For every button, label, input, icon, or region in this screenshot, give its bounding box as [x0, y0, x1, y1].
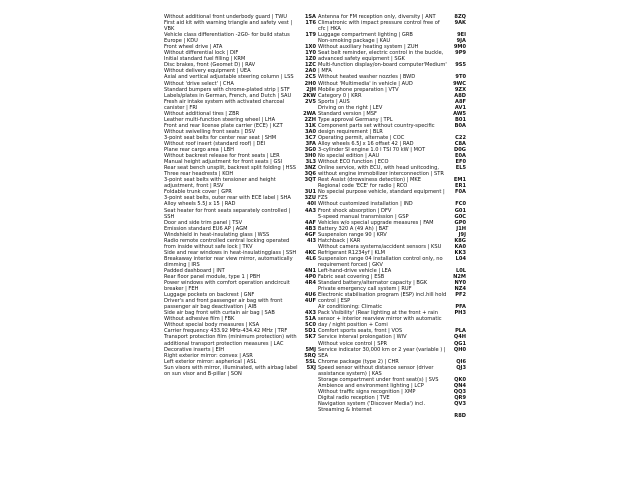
option-code: 3L3 — [305, 159, 316, 166]
option-description: Regional code 'ECE' for radio | RCO — [318, 183, 408, 190]
option-entry — [318, 310, 466, 328]
option-code: KK3 — [454, 249, 466, 256]
option-description: Without differential lock | DIF — [164, 50, 239, 57]
option-description: Without delivery equipment | UEA — [164, 68, 251, 75]
option-code: 2WA — [303, 110, 316, 117]
option-description: Hatchback | KAR — [318, 237, 361, 244]
option-code: 2KW — [302, 92, 316, 99]
option-description: Without additional front underbody guard | TWU — [164, 14, 287, 20]
option-description: Without traffic signs recognition | XMP — [318, 388, 416, 395]
option-description: Without swivelling front seats | DSV — [164, 128, 256, 135]
option-entry — [318, 189, 466, 201]
option-description: Standard bumpers with chrome-plated strip | STF — [164, 86, 290, 93]
option-description: Component parts set without country-specific design requirement | BLR — [318, 122, 435, 135]
option-code: QV3 — [454, 401, 466, 407]
option-code: 4P0 — [305, 274, 316, 281]
option-code: 3ZU — [304, 195, 316, 202]
option-code: QQ3 — [453, 388, 466, 395]
option-code: 9T0 — [455, 74, 466, 81]
option-description: Without heated washer nozzles | BWD — [318, 74, 416, 81]
option-code: 2JH — [306, 86, 316, 93]
option-description: Battery 320 A (49 Ah) | BAT — [318, 225, 389, 232]
option-code: QN4 — [453, 382, 466, 389]
option-description: Storage compartment under front seat(s) | SVS — [318, 376, 439, 383]
option-code: ER1 — [455, 183, 466, 190]
option-description: Pack Visibility' (Rear lighting at the front + rain sensor + interior rearview mirror with automatic day / night position + Comi — [318, 310, 442, 329]
option-code: J1H — [456, 225, 466, 232]
option-code: 2V5 — [304, 98, 316, 105]
option-entry — [164, 32, 316, 44]
option-description: Online service, with ECU, with head unitcoding, without engine immobilizer interconnection | STR — [318, 165, 444, 178]
option-description: Radio remote controlled central locking operated from inside without safe lock | TKV — [164, 237, 290, 250]
option-description: 3-point seat belts for center rear seat | SHM — [164, 134, 277, 141]
option-description: Digital radio reception | TVE — [318, 394, 390, 401]
option-code: G0C — [454, 213, 466, 220]
option-code: 5XJ — [306, 364, 316, 371]
option-description: Electronic stabilisation program (ESP) incl.hill hold control | ESP — [318, 292, 447, 305]
option-description: Door and side trim panel | TSV — [164, 219, 243, 226]
option-code: QG1 — [453, 340, 466, 347]
option-entry — [164, 365, 316, 377]
option-code: 4X3 — [304, 310, 316, 317]
option-description: Alloy wheels 5.5J x 15 | RAD — [164, 201, 236, 208]
option-entry — [318, 256, 466, 268]
option-code: 1X0 — [304, 44, 316, 51]
option-description: 3-point seat belts with tensioner and height adjustment, front | RSV — [164, 177, 276, 190]
option-code: F0A — [455, 189, 466, 196]
option-code: 3QT — [304, 177, 316, 184]
option-code: 9AK — [454, 20, 466, 27]
option-description: Leather multi-function steering wheel | LHA — [164, 116, 276, 123]
option-entry — [164, 20, 316, 32]
option-description: Chrome package (type 2) | CHR — [318, 358, 399, 365]
option-description: Transport protection film (minimum protection) with additional transport protection measures | LAC — [164, 334, 297, 347]
option-description: Manual height adjustment for front seats | GSI — [164, 159, 283, 166]
option-code: E0A — [455, 153, 466, 160]
option-description: Driving on the right | LEV — [318, 104, 383, 111]
option-code: 1T9 — [305, 32, 316, 39]
option-description: Service indicator 30,000 km or 2 year (variable ) | SEA — [318, 346, 446, 359]
option-code: 1Y0 — [305, 50, 316, 57]
option-code: 9ZX — [454, 86, 466, 93]
option-description: Standard battery/alternator capacity | BGK — [318, 280, 428, 287]
option-code: N2M — [453, 274, 466, 281]
option-code: B01 — [455, 116, 466, 123]
option-code: 3C7 — [305, 134, 316, 141]
option-description: 3-cylinder SI engine 1.0 l TSI 70 kW | MOT — [318, 147, 426, 154]
option-code: R8D — [454, 413, 466, 420]
option-description: Windshield in heat-insulating glass | WSS — [164, 231, 270, 238]
option-description: Rear floor panel module, type 1 | PBH — [164, 274, 261, 281]
option-code: 4N1 — [304, 267, 316, 274]
option-description: Luggage pockets on backrest | GNF — [164, 292, 255, 299]
option-code: KA0 — [454, 243, 466, 250]
option-description: Side and rear windows in heat-insulatingglass | SSH — [164, 249, 297, 256]
option-description: Category 0 | KRR — [318, 92, 362, 99]
option-code: 4AF — [305, 219, 316, 226]
option-description: Without auxiliary heating system | ZUH — [318, 44, 419, 51]
option-entry — [164, 177, 316, 189]
option-code: QH0 — [453, 346, 466, 353]
option-entry — [318, 365, 466, 377]
option-code: 4I3 — [307, 237, 316, 244]
option-description: Type approval Germany | TPL — [318, 116, 393, 123]
option-description: Without special body measures | KSA — [164, 322, 260, 329]
option-description: Fabric seat covering | ESB — [318, 274, 385, 281]
option-description: Air conditioning: Climatic — [318, 304, 383, 311]
option-entry — [164, 298, 316, 310]
option-description: Side air bag front with curtain air bag | SAB — [164, 310, 275, 317]
option-code: 9JA — [456, 38, 466, 45]
option-description: Front wheel drive | ATA — [164, 44, 223, 51]
option-description: Sun visors with mirror, illuminated, with airbag label on sun visor and B-pillar | SON — [164, 364, 298, 377]
option-description: Breakaway interior rear view mirror, automatically dimming | IRS — [164, 255, 293, 268]
option-code: C22 — [455, 134, 466, 141]
option-code: FC0 — [455, 201, 466, 208]
option-code: 3H0 — [304, 153, 316, 160]
option-description: Navigation system ('Discover Media') incl. Streaming & Internet — [318, 401, 426, 414]
option-code: 9P9 — [455, 50, 466, 57]
option-description: Sports | AUS — [318, 98, 350, 105]
option-description: Antenna for FM reception only, diversity | ANT — [318, 14, 436, 20]
option-code: B0A — [454, 122, 466, 129]
option-description: No special purpose vehicle, standard equipment | FZS — [318, 189, 445, 202]
option-code: QR9 — [454, 394, 466, 401]
option-entry — [164, 99, 316, 111]
option-code: EF0 — [455, 159, 466, 166]
option-description: Alloy wheels 6.5J x 16 offset 42 | RAD — [318, 140, 414, 147]
option-code: 3NZ — [304, 165, 316, 172]
option-description: Multi-function display/on-board computer'Medium' | MFA — [318, 62, 447, 75]
option-description: Emission standard EU6 AP | AGM — [164, 225, 248, 232]
option-description: Initial standard fuel filling | KRM — [164, 56, 246, 63]
option-entry — [318, 20, 466, 32]
option-description: Carrier frequency 433.92 MHz-434.42 MHz | TRF — [164, 328, 288, 335]
option-description: Luggage compartment lighting | GRB — [318, 32, 413, 39]
option-description: 3-point seat belts, outer rear with ECE label | SHA — [164, 195, 291, 202]
option-description: Service interval prolongation | WIV — [318, 334, 407, 341]
option-description: Three rear headrests | KOH — [164, 171, 234, 178]
option-code: 3FA — [305, 140, 316, 147]
option-code: C8A — [454, 140, 466, 147]
option-code: 2ZH — [304, 116, 316, 123]
option-description: No special edition | AAU — [318, 153, 380, 160]
option-description: Without adhesive film | FBK — [164, 316, 235, 323]
option-description: Driver's and front passenger air bag with front passenger air bag deactivation | AIB — [164, 298, 283, 311]
option-code: L04 — [455, 255, 466, 262]
option-description: Rest Assist (drowsiness detection) | MKE — [318, 177, 421, 184]
option-entry — [318, 62, 466, 74]
option-code: K8G — [454, 237, 466, 244]
option-code: 4U6 — [304, 292, 316, 299]
option-description: Without backrest release for front seats | LER — [164, 153, 280, 160]
option-description: Suspension range 90 | KRV — [318, 231, 387, 238]
option-code: 5C0 — [305, 322, 316, 329]
option-code: G01 — [454, 207, 466, 214]
option-code: 1Z0 — [305, 56, 316, 63]
option-code: Q4H — [453, 334, 466, 341]
option-description: Suspension range 04 installation control only, no requirement forced | GKV — [318, 255, 443, 268]
option-description: Private emergency call system | RUF — [318, 286, 412, 293]
option-code: EL5 — [455, 165, 466, 172]
option-description: Foldable trunk cover | GPR — [164, 189, 232, 196]
option-code: 4KC — [304, 249, 316, 256]
option-code: QJ3 — [456, 364, 466, 371]
option-code: 9S5 — [455, 62, 466, 69]
option-code: A8D — [454, 92, 466, 99]
option-code: 4UF — [304, 298, 316, 305]
option-description: Without 'Multimedia' in vehicle | AUD — [318, 80, 413, 87]
option-description: Vehicle class differentiation -2G0- for build status Europe | KDU — [164, 32, 290, 45]
option-code: 5RQ — [304, 352, 316, 359]
option-description: Refrigerant R1234yf | KLM — [318, 249, 386, 256]
option-description: Left-hand-drive vehicle | LEA — [318, 267, 392, 274]
option-description: Rear seat bench unsplit, backrest split folding | HSS — [164, 165, 296, 172]
left-column — [164, 14, 316, 474]
option-entry — [318, 165, 466, 177]
option-code: 9WC — [453, 80, 466, 87]
option-code: 3Q6 — [304, 171, 316, 178]
option-entry — [318, 292, 466, 304]
option-description: Without 'drive select' | CHA — [164, 80, 234, 87]
option-code: 5K7 — [304, 334, 316, 341]
option-description: Comfort sports seats, front | VOS — [318, 328, 403, 335]
option-code: 3U1 — [304, 189, 316, 196]
option-description: Power windows with comfort operation andcircuit breaker | FEH — [164, 280, 290, 293]
option-code: 9EI — [457, 32, 466, 39]
option-code: 5SL — [305, 358, 316, 365]
option-description: Without additional tires | ZBR — [164, 110, 240, 117]
option-code: A8F — [455, 98, 466, 105]
option-description: Mobile phone preparation | VTV — [318, 86, 399, 93]
option-description: Without ECO function | ECO — [318, 159, 389, 166]
option-code: 4A3 — [304, 207, 316, 214]
option-description: Vehicles w/o special upgrade measures | FAM — [318, 219, 434, 226]
option-code: 3G0 — [304, 147, 316, 154]
option-code: D0G — [454, 147, 466, 154]
option-entry — [318, 123, 466, 135]
option-code: 51A — [304, 316, 316, 323]
option-description: Left exterior mirror: aspherical | ASL — [164, 358, 257, 365]
option-entry — [318, 50, 466, 62]
option-entry — [318, 347, 466, 359]
option-code: QK0 — [454, 376, 466, 383]
option-code: 3A0 — [304, 128, 316, 135]
option-code: 1SA — [304, 14, 316, 20]
option-description: Operating permit, alternate | COC — [318, 134, 405, 141]
option-code: 40I — [307, 201, 316, 208]
option-code: 2H0 — [304, 80, 316, 87]
option-description: Seat belt reminder, electric control in the buckle, advanced safety equipment | SGK — [318, 50, 444, 63]
option-description: Non-smoking package | KAU — [318, 38, 391, 45]
option-code: AV1 — [454, 104, 466, 111]
option-description: Padded dashboard | INT — [164, 267, 225, 274]
option-code: PH3 — [454, 310, 466, 317]
option-code: 1ZC — [305, 62, 316, 69]
option-description: Standard version | MSF — [318, 110, 377, 117]
option-code: QI6 — [456, 358, 466, 365]
option-code: NZ4 — [454, 286, 466, 293]
option-description: Without camera systems/accident sensors | KSU — [318, 243, 442, 250]
option-description: Speed sensor without distance sensor (driver assistance system) | KAS — [318, 364, 434, 377]
option-code: 1T6 — [305, 20, 316, 27]
option-description: Disc brakes, front (Geomet D) | RAV — [164, 62, 256, 69]
option-code: 9M0 — [453, 44, 466, 51]
option-code: 2A0 — [304, 68, 316, 75]
option-code: J9J — [458, 231, 466, 238]
option-description: First aid kit with warning triangle and safety vest | VBK — [164, 20, 293, 33]
option-entry — [164, 256, 316, 268]
option-description: Axial and vertical adjustable steering column | LSS — [164, 74, 294, 81]
option-entry — [318, 413, 466, 419]
option-code: 4GF — [304, 231, 316, 238]
option-code: 31K — [304, 122, 316, 129]
option-entry — [318, 401, 466, 413]
option-description: Front shock absorption | DFV — [318, 207, 392, 214]
option-code: GP0 — [454, 219, 466, 226]
option-code: 8ZQ — [454, 14, 466, 20]
option-description: Decorative inserts | EIH — [164, 346, 225, 353]
option-code: 4B3 — [305, 225, 316, 232]
option-code: PF2 — [455, 292, 466, 299]
option-code: 5MJ — [305, 346, 316, 353]
option-description: Labels/plates in German, French, and Dutch | SAU — [164, 92, 292, 99]
option-description: Right exterior mirror: convex | ASR — [164, 352, 253, 359]
option-entry — [164, 208, 316, 220]
option-code: AW5 — [453, 110, 466, 117]
option-description: Plane rear cargo area | LBH — [164, 147, 234, 154]
option-code: PFA — [455, 304, 466, 311]
option-code: EM1 — [453, 177, 466, 184]
option-code: 4L6 — [305, 255, 316, 262]
option-entry — [164, 334, 316, 346]
option-description: Fresh air intake system with activated charcoal canister | FRI — [164, 98, 285, 111]
option-code: PLA — [455, 328, 466, 335]
option-description: Climatronic with impact pressure control free of cfc | HKA — [318, 20, 440, 33]
option-code: L0L — [455, 267, 466, 274]
option-entry — [164, 280, 316, 292]
option-code: NY0 — [454, 280, 466, 287]
option-code: 5D1 — [304, 328, 316, 335]
option-description: Without roof insert (standard roof) | DEI — [164, 140, 266, 147]
option-entry — [164, 238, 316, 250]
option-description: Front and rear license plate carrier (ECE) | KZT — [164, 122, 283, 129]
option-description: Without voice control | SPR — [318, 340, 388, 347]
right-column — [318, 14, 466, 474]
option-description: Without customized installation | IND — [318, 201, 413, 208]
option-code: 2C5 — [305, 74, 316, 81]
option-description: Ambience and environment lighting | LCP — [318, 382, 424, 389]
option-code: 4R4 — [304, 280, 316, 287]
option-description: 5-speed manual transmission | GSP — [318, 213, 409, 220]
option-description: Seat heater for front seats separately controlled | SSH — [164, 207, 291, 220]
